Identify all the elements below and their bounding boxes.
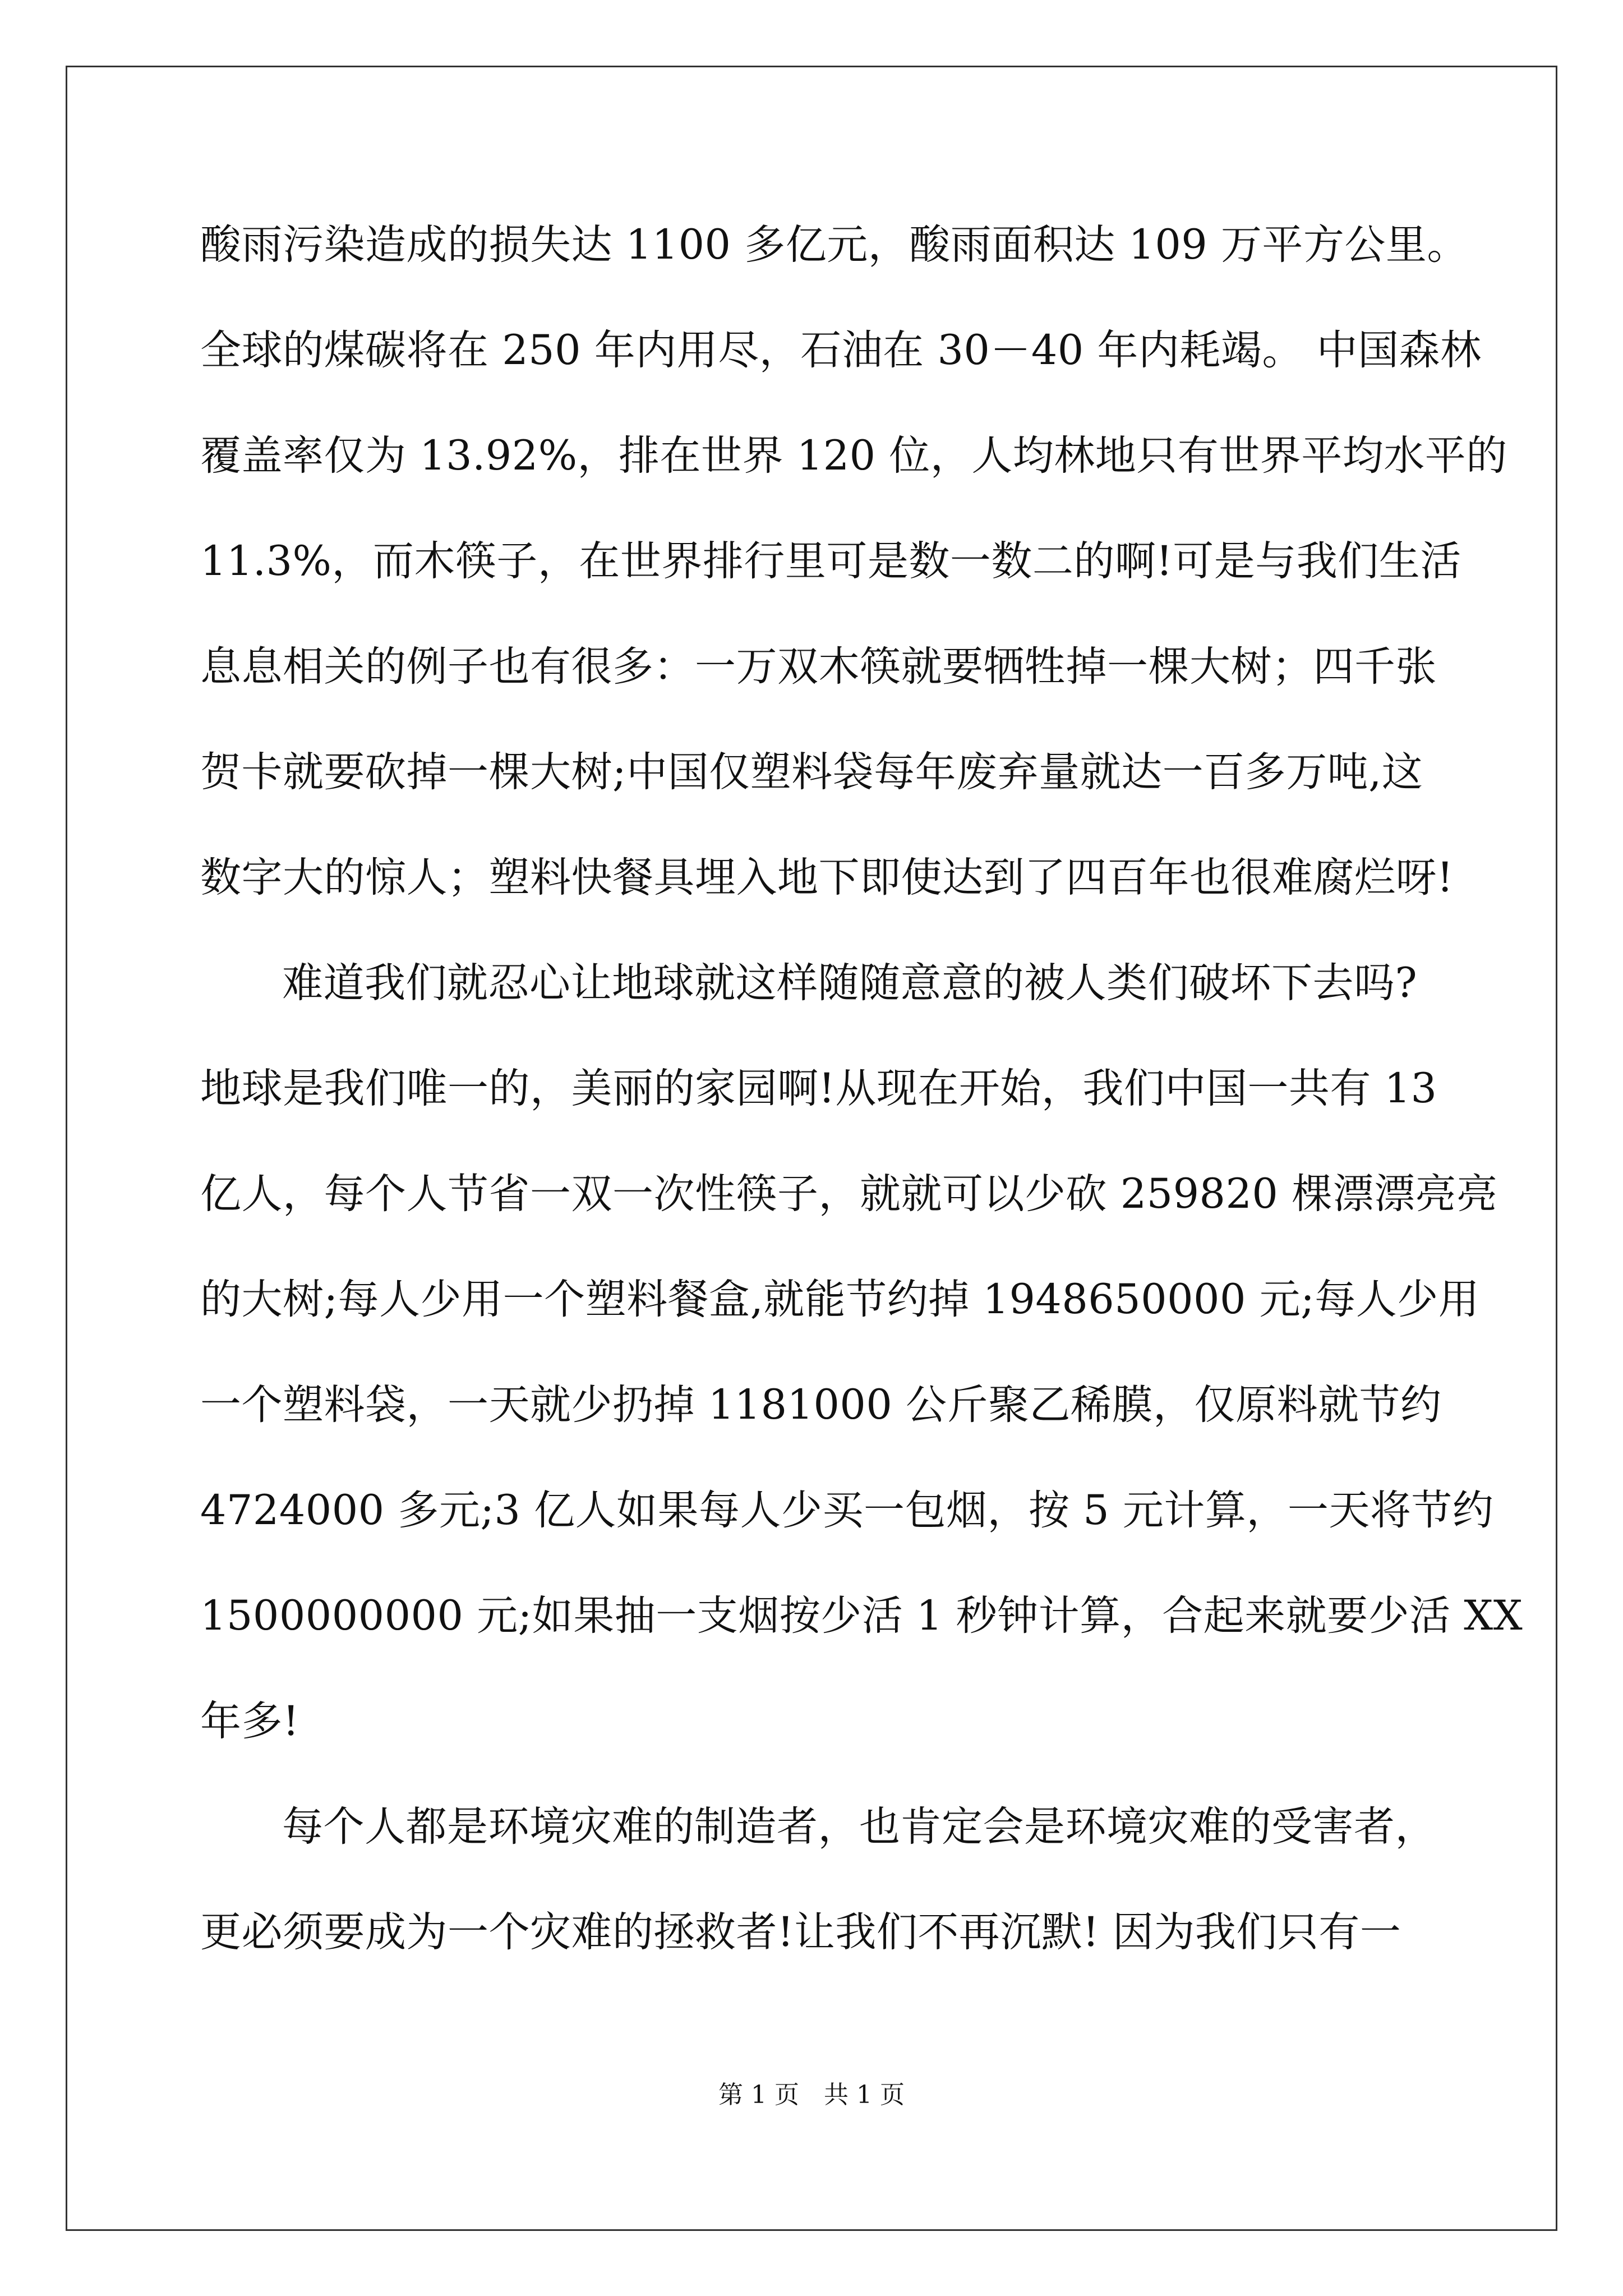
text-line: 更必须要成为一个灾难的拯救者!让我们不再沉默! 因为我们只有一 — [200, 1908, 1401, 1956]
text-line: 覆盖率仅为 13.92%，排在世界 120 位，人均林地只有世界平均水平的 — [200, 432, 1507, 480]
text-line: 11.3%，而木筷子，在世界排行里可是数一数二的啊!可是与我们生活 — [200, 537, 1461, 585]
text-line: 全球的煤碳将在 250 年内用尽，石油在 30－40 年内耗竭。 中国森林 — [200, 326, 1482, 374]
text-line: 地球是我们唯一的，美丽的家园啊!从现在开始，我们中国一共有 13 — [200, 1065, 1437, 1112]
text-line: 4724000 多元;3 亿人如果每人少买一包烟，按 5 元计算，一天将节约 — [200, 1487, 1494, 1534]
text-line: 贺卡就要砍掉一棵大树;中国仅塑料袋每年废弃量就达一百多万吨,这 — [200, 748, 1423, 796]
page-number-footer: 第 1 页 共 1 页 — [718, 2081, 905, 2109]
text-line: 的大树;每人少用一个塑料餐盒,就能节约掉 1948650000 元;每人少用 — [200, 1276, 1480, 1323]
text-line: 数字大的惊人；塑料快餐具埋入地下即使达到了四百年也很难腐烂呀! — [200, 854, 1454, 901]
text-line: 息息相关的例子也有很多：一万双木筷就要牺牲掉一棵大树；四千张 — [200, 643, 1437, 691]
text-line-indented: 每个人都是环境灾难的制造者，也肯定会是环境灾难的受害者， — [282, 1803, 1436, 1851]
text-line: 一个塑料袋，一天就少扔掉 1181000 公斤聚乙稀膜，仅原料就节约 — [200, 1381, 1442, 1429]
text-line-indented: 难道我们就忍心让地球就这样随随意意的被人类们破坏下去吗? — [282, 959, 1418, 1007]
text-line: 亿人，每个人节省一双一次性筷子，就就可以少砍 259820 棵漂漂亮亮 — [200, 1170, 1498, 1218]
text-line: 1500000000 元;如果抽一支烟按少活 1 秒钟计算，合起来就要少活 XX — [200, 1592, 1523, 1640]
text-line: 酸雨污染造成的损失达 1100 多亿元，酸雨面积达 109 万平方公里。 — [200, 221, 1468, 269]
text-line: 年多! — [200, 1697, 299, 1745]
